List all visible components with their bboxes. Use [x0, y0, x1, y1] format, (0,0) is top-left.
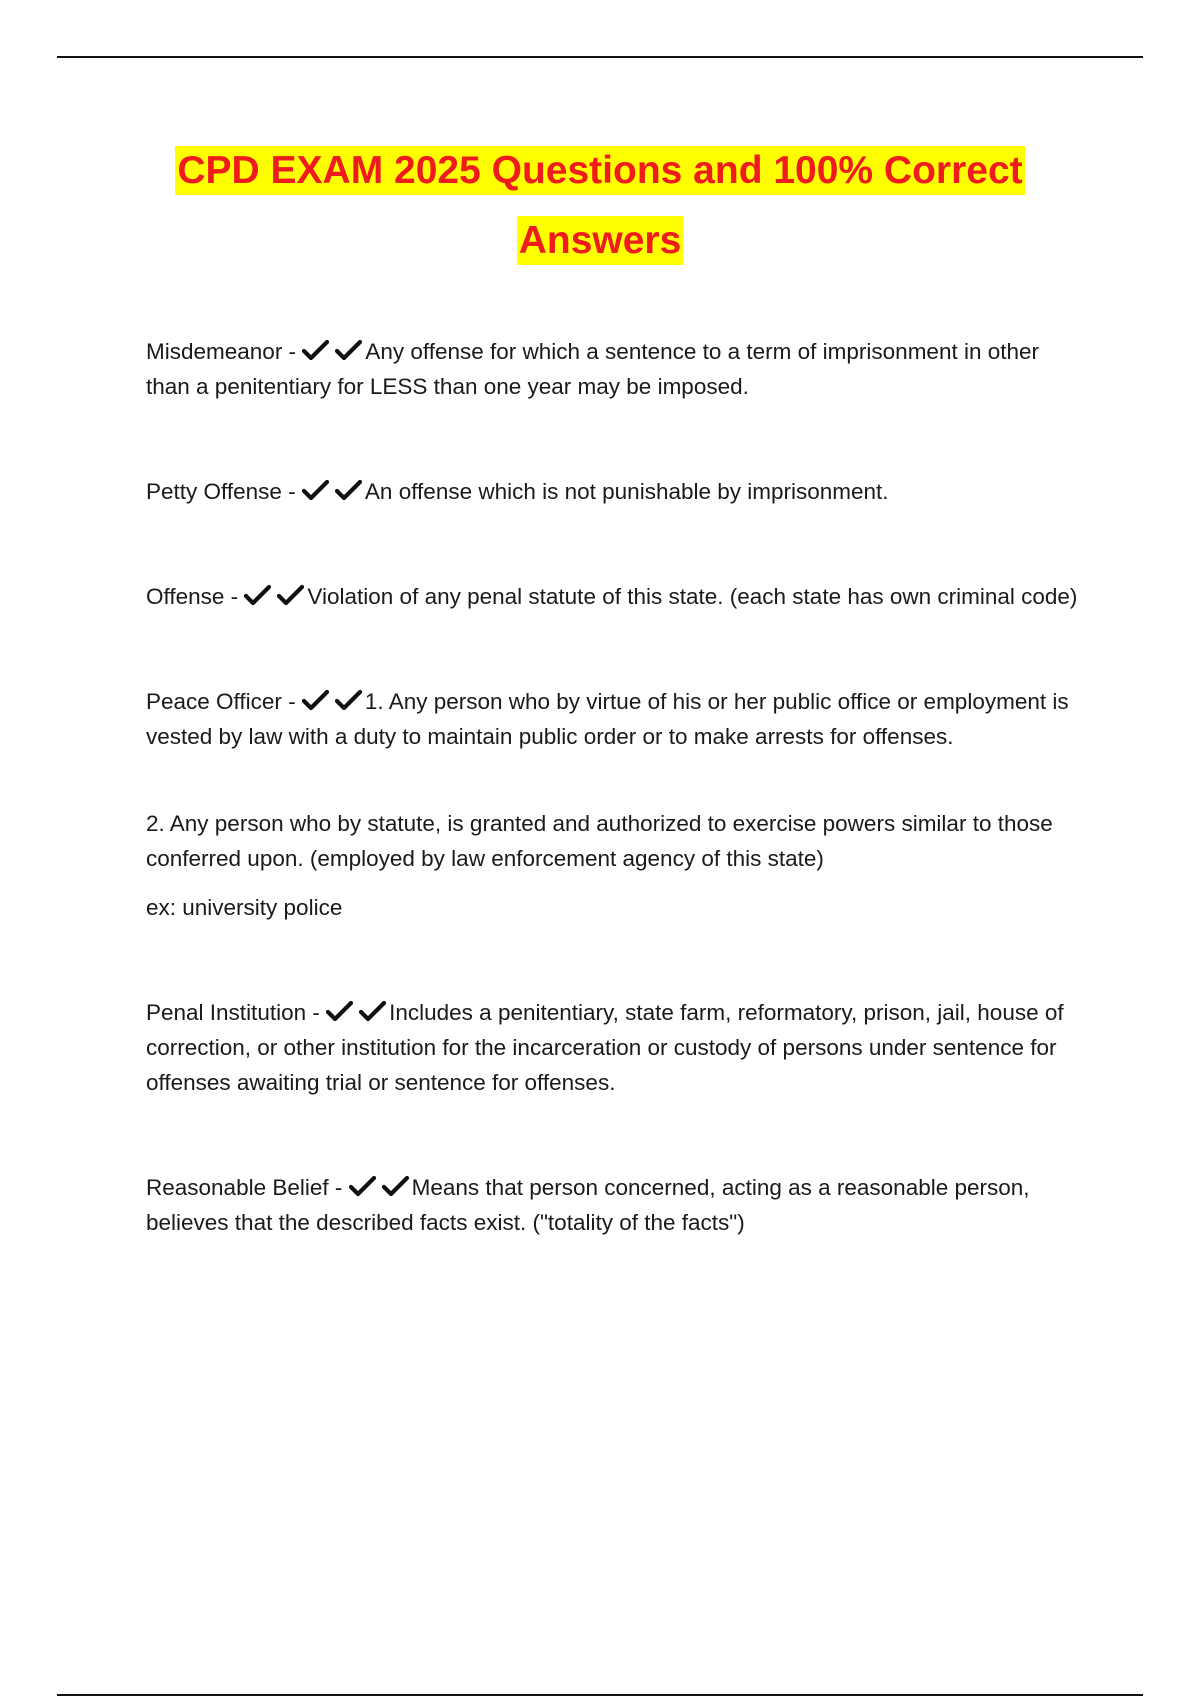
checkmark-icon — [277, 584, 304, 606]
definition-text: Includes a penitentiary, state farm, reformatory, prison, jail, house of correction, or other institution for the incarceration or custody of persons under sentence for offenses awaiting trial or sentence for offenses. — [146, 1000, 1064, 1095]
top-divider — [57, 56, 1143, 58]
definition-entry — [146, 579, 1086, 614]
definition-text: Any offense for which a sentence to a term of imprisonment in other than a penitentiary for LESS than one year may be imposed. — [146, 339, 1040, 399]
definition-entry — [146, 474, 1086, 509]
definition-text: Means that person concerned, acting as a reasonable person, believes that the described facts exist. ("totality of the facts") — [146, 1175, 1030, 1235]
document-body — [146, 334, 1086, 1240]
checkmark-icon — [359, 1000, 386, 1022]
checkmark-icon — [244, 584, 271, 606]
definition-entry — [146, 1170, 1086, 1240]
checkmark-icon — [335, 339, 362, 361]
definition-example: ex: university police — [146, 895, 343, 920]
term-label: Reasonable Belief - — [146, 1175, 343, 1200]
term-label: Peace Officer - — [146, 689, 296, 714]
term-label: Petty Offense - — [146, 479, 296, 504]
checkmark-icon — [335, 689, 362, 711]
document-title: CPD EXAM 2025 Questions and 100% Correct Answers — [175, 146, 1024, 265]
definition-text: 1. Any person who by virtue of his or her public office or employment is vested by law with a duty to maintain public order or to make arrests for offenses. — [146, 689, 1069, 749]
definition-text: An offense which is not punishable by imprisonment. — [364, 479, 889, 504]
term-label: Penal Institution - — [146, 1000, 320, 1025]
definition-continuation: 2. Any person who by statute, is granted and authorized to exercise powers similar to those conferred upon. (employed by law enforcement agency of this state) — [146, 811, 1053, 871]
checkmark-icon — [302, 689, 329, 711]
checkmark-icon — [382, 1175, 409, 1197]
definition-entry — [146, 334, 1086, 404]
checkmark-icon — [302, 479, 329, 501]
definition-text: Violation of any penal statute of this state. (each state has own criminal code) — [307, 584, 1078, 609]
term-label: Misdemeanor - — [146, 339, 297, 364]
title-block — [100, 140, 1100, 280]
checkmark-icon — [335, 479, 362, 501]
term-label: Offense - — [146, 584, 239, 609]
bottom-divider — [57, 1694, 1143, 1696]
checkmark-icon — [302, 339, 329, 361]
definition-entry — [146, 995, 1086, 1100]
checkmark-icon — [349, 1175, 376, 1197]
checkmark-icon — [326, 1000, 353, 1022]
definition-entry — [146, 684, 1086, 754]
